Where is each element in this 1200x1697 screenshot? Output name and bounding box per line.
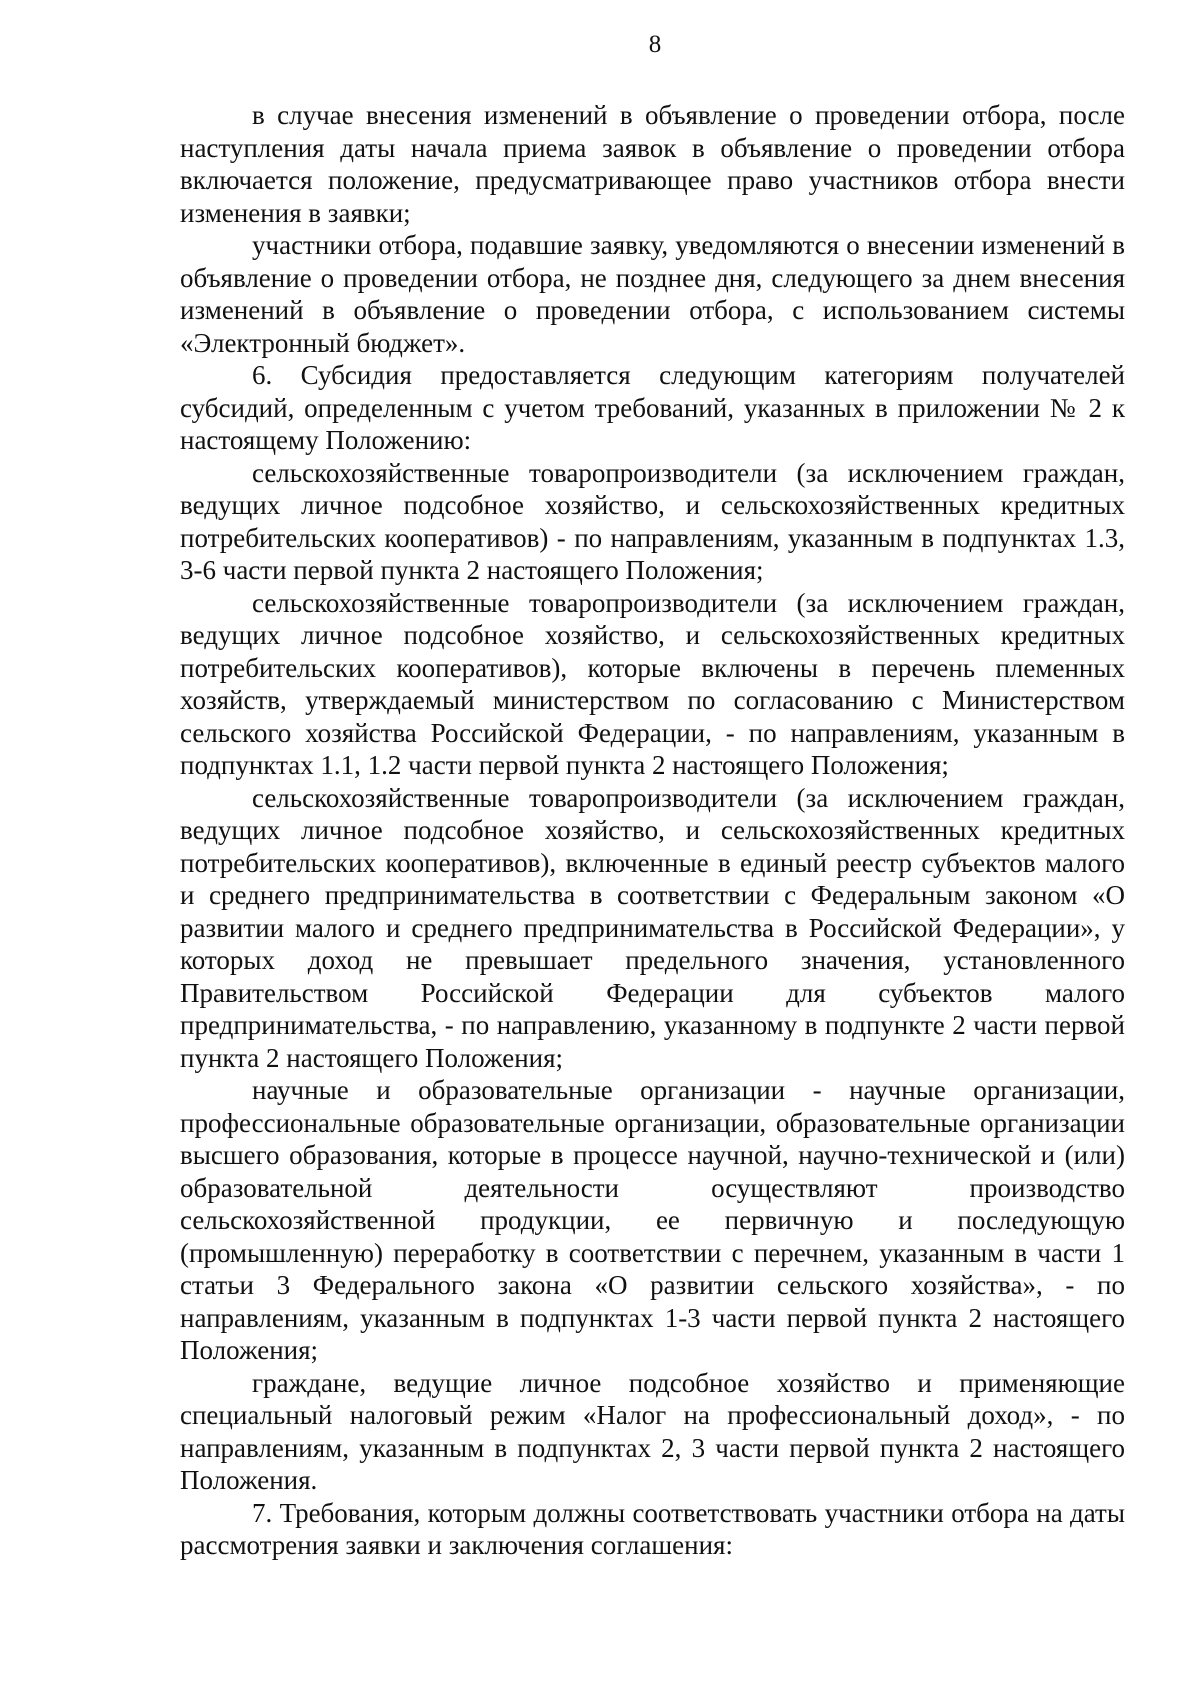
paragraph-amendment-provision: в случае внесения изменений в объявление о проведении отбора, после наступления даты начала приема заявок в объявление о проведении отбора включается положение, предусматривающее право участников отбора внести изменения в заявки; (180, 100, 1125, 228)
paragraph-section-7: 7. Требования, которым должны соответствовать участники отбора на даты рассмотрения заявки и заключения соглашения: (180, 1497, 1125, 1560)
paragraph-participant-notification: участники отбора, подавшие заявку, уведомляются о внесении изменений в объявление о проведении отбора, не позднее дня, следующего за днем внесения изменений в объявление о проведении отбора, с использованием системы «Электронный бюджет». (180, 230, 1125, 358)
document-body (180, 99, 1125, 1562)
paragraph-category-producers: сельскохозяйственные товаропроизводители (за исключением граждан, ведущих личное подсобное хозяйство, и сельскохозяйственных кредитных потребительских кооперативов) - по направлениям, указанным в подпунктах 1.3, 3-6 части первой пункта 2 настоящего Положения; (180, 457, 1125, 585)
paragraph-category-citizens: граждане, ведущие личное подсобное хозяйство и применяющие специальный налоговый режим «Налог на профессиональный доход», - по направлениям, указанным в подпунктах 2, 3 части первой пункта 2 настоящего Положения. (180, 1367, 1125, 1495)
paragraph-category-small-business: сельскохозяйственные товаропроизводители (за исключением граждан, ведущих личное подсобное хозяйство, и сельскохозяйственных кредитных потребительских кооперативов), включенные в единый реестр субъектов малого и среднего предпринимательства в соответствии с Федеральным законом «О развитии малого и среднего предпринимательства в Российской Федерации», у которых доход не превышает предельного значения, установленного Правительством Российской Федерации для субъектов малого предпринимательства, - по направлению, указанному в подпункте 2 части первой пункта 2 настоящего Положения; (180, 782, 1125, 1073)
paragraph-category-scientific-organizations: научные и образовательные организации - научные организации, профессиональные образовательные организации, образовательные организации высшего образования, которые в процессе научной, научно-технической и (или) образовательной деятельности осуществляют производство сельскохозяйственной продукции, ее первичную и последующую (промышленную) переработку в соответствии с перечнем, указанным в части 1 статьи 3 Федерального закона «О развитии сельского хозяйства», - по направлениям, указанным в подпунктах 1-3 части первой пункта 2 настоящего Положения; (180, 1075, 1125, 1365)
paragraph-section-6: 6. Субсидия предоставляется следующим категориям получателей субсидий, определенным с учетом требований, указанных в приложении № 2 к настоящему Положению: (180, 360, 1125, 455)
page-number: 8 (648, 31, 662, 58)
paragraph-category-breeding-farms: сельскохозяйственные товаропроизводители (за исключением граждан, ведущих личное подсобное хозяйство, и сельскохозяйственных кредитных потребительских кооперативов), которые включены в перечень племенных хозяйств, утверждаемый министерством по согласованию с Министерством сельского хозяйства Российской Федерации, - по направлениям, указанным в подпунктах 1.1, 1.2 части первой пункта 2 настоящего Положения; (180, 587, 1125, 780)
